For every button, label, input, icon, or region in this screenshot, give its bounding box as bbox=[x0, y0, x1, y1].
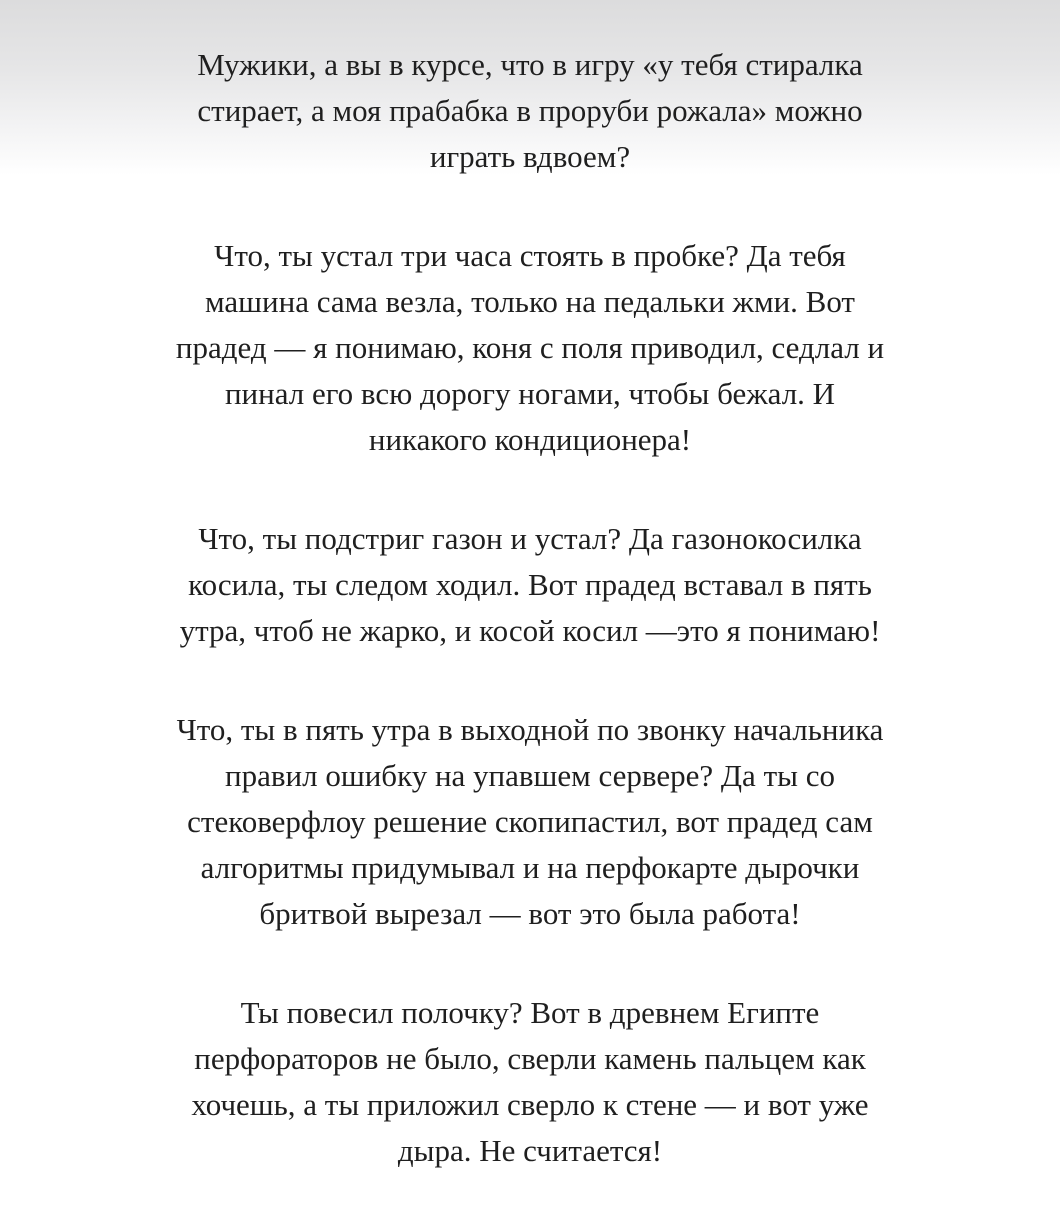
text-line: алгоритмы придумывал и на перфокарте дырочки bbox=[200, 850, 860, 885]
text-line: Мужики, а вы в курсе, что в игру «у тебя стиралка bbox=[197, 47, 863, 82]
text-line: перфораторов не было, сверли камень пальцем как bbox=[194, 1041, 866, 1076]
text-line: машина сама везла, только на педальки жми. Вот bbox=[205, 284, 855, 319]
story-text bbox=[0, 42, 1060, 1227]
text-line: утра, чтоб не жарко, и косой косил —это я понимаю! bbox=[179, 613, 881, 648]
text-line: правил ошибку на упавшем сервере? Да ты со bbox=[225, 758, 835, 793]
text-line: Ты повесил полочку? Вот в древнем Египте bbox=[240, 995, 820, 1030]
text-line: никакого кондиционера! bbox=[368, 422, 692, 457]
text-line: стековерфлоу решение скопипастил, вот прадед сам bbox=[187, 804, 873, 839]
text-line: бритвой вырезал — вот это была работа! bbox=[259, 896, 801, 931]
paragraph-1 bbox=[0, 42, 1060, 180]
text-line: стирает, а моя прабабка в проруби рожала» можно bbox=[197, 93, 863, 128]
text-line: хочешь, а ты приложил сверло к стене — и вот уже bbox=[191, 1087, 869, 1122]
text-line: пинал его всю дорогу ногами, чтобы бежал. И bbox=[224, 376, 836, 411]
paragraph-4 bbox=[0, 707, 1060, 937]
text-line: дыра. Не считается! bbox=[397, 1133, 663, 1168]
text-line: Что, ты устал три часа стоять в пробке? Да тебя bbox=[214, 238, 846, 273]
text-line: играть вдвоем? bbox=[429, 139, 631, 174]
paragraph-5 bbox=[0, 990, 1060, 1174]
paragraph-2 bbox=[0, 233, 1060, 463]
text-line: косила, ты следом ходил. Вот прадед вставал в пять bbox=[188, 567, 872, 602]
text-line: Что, ты подстриг газон и устал? Да газонокосилка bbox=[198, 521, 862, 556]
text-line: прадед — я понимаю, коня с поля приводил, седлал и bbox=[175, 330, 885, 365]
text-line: Что, ты в пять утра в выходной по звонку начальника bbox=[176, 712, 884, 747]
paragraph-3 bbox=[0, 516, 1060, 654]
